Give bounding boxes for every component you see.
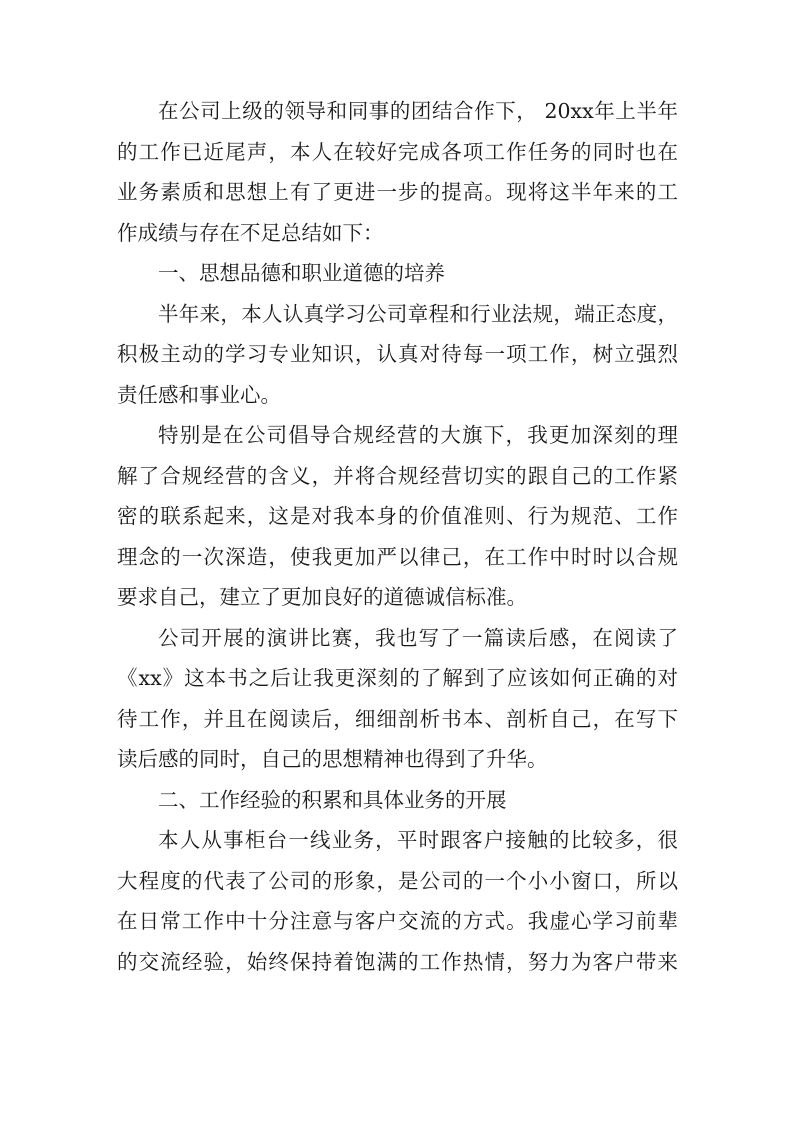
text-line: 待工作，并且在阅读后，细细剖析书本、剖析自己，在写下 bbox=[117, 706, 678, 731]
paragraph-counter-business bbox=[117, 820, 678, 982]
section-heading-2 bbox=[117, 780, 678, 821]
text-line: 的交流经验，始终保持着饱满的工作热情，努力为客户带来 bbox=[117, 949, 678, 974]
paragraph-attitude bbox=[117, 294, 678, 416]
text-line: 作成绩与存在不足总结如下： bbox=[117, 220, 384, 245]
document-body bbox=[117, 91, 678, 982]
text-line: 《xx》这本书之后让我更深刻的了解到了应该如何正确的对 bbox=[117, 666, 678, 690]
text-line: 本人从事柜台一线业务，平时跟客户接触的比较多，很 bbox=[158, 828, 678, 852]
text-line: 公司开展的演讲比赛，我也写了一篇读后感，在阅读了 bbox=[158, 625, 678, 650]
text-line: 解了合规经营的含义，并将合规经营切实的跟自己的工作紧 bbox=[117, 463, 678, 488]
text-line: 二、工作经验的积累和具体业务的开展 bbox=[158, 787, 507, 812]
text-line: 责任感和事业心。 bbox=[117, 382, 281, 407]
text-line: 业务素质和思想上有了更进一步的提高。现将这半年来的工 bbox=[117, 180, 678, 204]
paragraph-intro bbox=[117, 91, 678, 253]
text-line: 在公司上级的领导和同事的团结合作下， 20xx年上半年 bbox=[158, 99, 678, 123]
text-line: 读后感的同时，自己的思想精神也得到了升华。 bbox=[117, 747, 548, 771]
text-line: 一、思想品德和职业道德的培养 bbox=[158, 261, 445, 285]
paragraph-speech-contest bbox=[117, 618, 678, 780]
text-line: 积极主动的学习专业知识，认真对待每一项工作，树立强烈 bbox=[117, 342, 678, 366]
text-line: 理念的一次深造，使我更加严以律己，在工作中时时以合规 bbox=[117, 544, 678, 569]
text-line: 要求自己，建立了更加良好的道德诚信标准。 bbox=[117, 585, 527, 609]
paragraph-compliance bbox=[117, 415, 678, 618]
text-line: 半年来，本人认真学习公司章程和行业法规，端正态度， bbox=[158, 301, 678, 326]
text-line: 的工作已近尾声，本人在较好完成各项工作任务的同时也在 bbox=[117, 139, 678, 164]
text-line: 密的联系起来，这是对我本身的价值准则、行为规范、工作 bbox=[117, 504, 678, 528]
text-line: 在日常工作中十分注意与客户交流的方式。我虚心学习前辈 bbox=[117, 909, 678, 933]
text-line: 特别是在公司倡导合规经营的大旗下，我更加深刻的理 bbox=[158, 423, 678, 447]
text-line: 大程度的代表了公司的形象，是公司的一个小小窗口，所以 bbox=[117, 868, 678, 893]
section-heading-1 bbox=[117, 253, 678, 294]
